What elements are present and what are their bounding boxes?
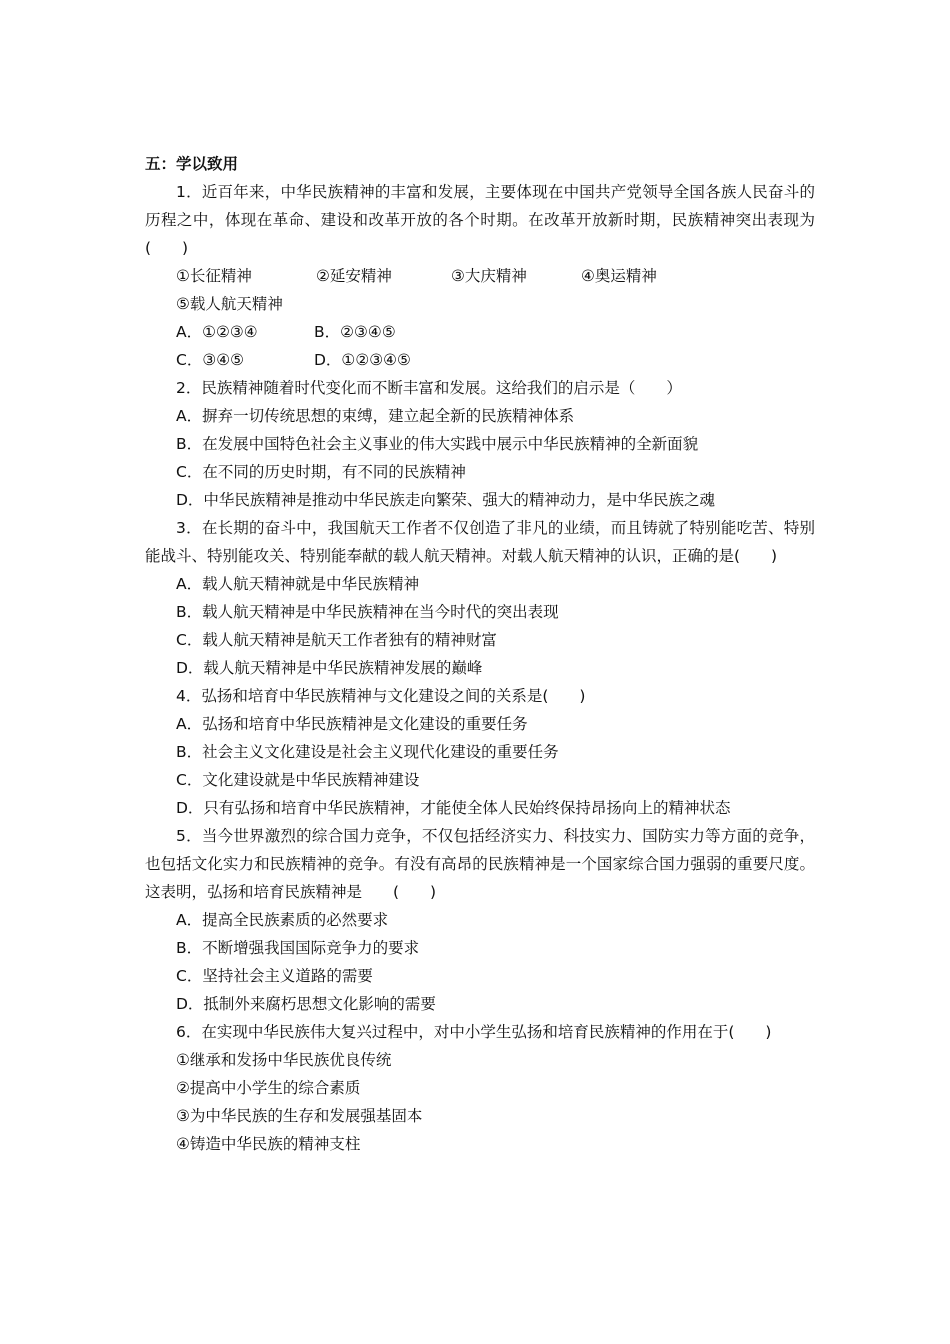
question-4-option-a: A．弘扬和培育中华民族精神是文化建设的重要任务 — [176, 715, 528, 733]
question-2-option-b: B．在发展中国特色社会主义事业的伟大实践中展示中华民族精神的全新面貌 — [176, 435, 699, 453]
question-3-stem: 3．在长期的奋斗中，我国航天工作者不仅创造了非凡的业绩，而且铸就了特别能吃苦、特别能战斗、特别能攻关、特别能奉献的载人航天精神。对载人航天精神的认识，正确的是( ) — [145, 519, 815, 565]
question-1-options-row-1 — [176, 318, 815, 346]
question-2-option-a: A．摒弃一切传统思想的束缚，建立起全新的民族精神体系 — [176, 407, 575, 425]
question-1-items-row-1 — [176, 262, 815, 290]
question-5-option-a: A．提高全民族素质的必然要求 — [176, 911, 389, 929]
question-5-option-c: C．坚持社会主义道路的需要 — [176, 967, 373, 985]
question-5-stem: 5．当今世界激烈的综合国力竞争，不仅包括经济实力、科技实力、国防实力等方面的竞争，也包括文化实力和民族精神的竞争。有没有高昂的民族精神是一个国家综合国力强弱的重要尺度。这表明，弘扬和培育民族精神是 ( ) — [145, 827, 815, 901]
question-4-option-c: C．文化建设就是中华民族精神建设 — [176, 771, 420, 789]
question-1-item-4: ④奥运精神 — [581, 267, 657, 285]
question-6-stem: 6．在实现中华民族伟大复兴过程中，对中小学生弘扬和培育民族精神的作用在于( ) — [176, 1023, 772, 1041]
question-1-item-5: ⑤载人航天精神 — [176, 295, 283, 313]
question-2-stem: 2．民族精神随着时代变化而不断丰富和发展。这给我们的启示是（ ） — [176, 379, 682, 397]
document-page — [145, 150, 847, 1158]
question-1-item-1: ①长征精神 — [176, 267, 252, 285]
question-4-option-d: D．只有弘扬和培育中华民族精神，才能使全体人民始终保持昂扬向上的精神状态 — [176, 799, 731, 817]
question-1-item-3: ③大庆精神 — [451, 267, 527, 285]
question-3-option-d: D．载人航天精神是中华民族精神发展的巅峰 — [176, 659, 483, 677]
question-3-option-b: B．载人航天精神是中华民族精神在当今时代的突出表现 — [176, 603, 559, 621]
question-1-option-c: C．③④⑤ — [176, 351, 245, 369]
question-3-option-a: A．载人航天精神就是中华民族精神 — [176, 575, 420, 593]
question-4-stem: 4．弘扬和培育中华民族精神与文化建设之间的关系是( ) — [176, 687, 586, 705]
question-1-option-a: A．①②③④ — [176, 323, 258, 341]
question-2-option-c: C．在不同的历史时期，有不同的民族精神 — [176, 463, 466, 481]
question-5-option-b: B．不断增强我国国际竞争力的要求 — [176, 939, 420, 957]
question-1-stem: 1．近百年来，中华民族精神的丰富和发展，主要体现在中国共产党领导全国各族人民奋斗的历程之中，体现在革命、建设和改革开放的各个时期。在改革开放新时期，民族精神突出表现为 ( ) — [145, 183, 847, 257]
question-2-option-d: D．中华民族精神是推动中华民族走向繁荣、强大的精神动力，是中华民族之魂 — [176, 491, 715, 509]
section-title: 五：学以致用 — [145, 155, 239, 173]
question-6-item-2: ②提高中小学生的综合素质 — [176, 1079, 361, 1097]
question-4-option-b: B．社会主义文化建设是社会主义现代化建设的重要任务 — [176, 743, 559, 761]
question-6-item-4: ④铸造中华民族的精神支柱 — [176, 1135, 361, 1153]
question-3-option-c: C．载人航天精神是航天工作者独有的精神财富 — [176, 631, 497, 649]
question-1-option-b: B．②③④⑤ — [314, 323, 396, 341]
question-6-item-1: ①继承和发扬中华民族优良传统 — [176, 1051, 392, 1069]
question-5-option-d: D．抵制外来腐朽思想文化影响的需要 — [176, 995, 436, 1013]
question-1-options-row-2 — [176, 346, 815, 374]
question-1-item-2: ②延安精神 — [316, 267, 392, 285]
question-6-item-3: ③为中华民族的生存和发展强基固本 — [176, 1107, 423, 1125]
question-1-option-d: D．①②③④⑤ — [314, 351, 411, 369]
